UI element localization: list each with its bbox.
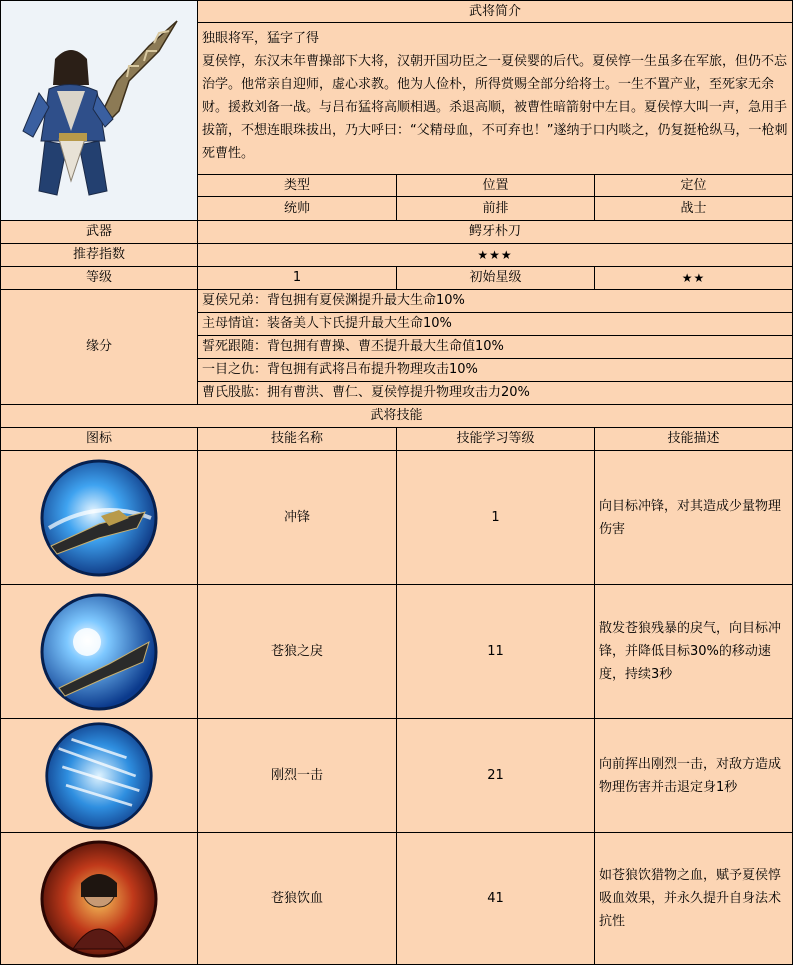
skill-desc-cell bbox=[594, 584, 793, 719]
wolf-blood-skill-icon bbox=[39, 839, 159, 959]
skill-header-name: 技能名称 bbox=[197, 427, 397, 451]
fierce-strike-skill-icon bbox=[44, 721, 154, 831]
fate-item: 曹氏股肱：拥有曹洪、曹仁、夏侯惇提升物理攻击力20% bbox=[197, 381, 793, 405]
skill-desc: 向前挥出刚烈一击，对敌方造成物理伤害并击退定身1秒 bbox=[599, 756, 782, 795]
skill-icon-cell bbox=[0, 718, 198, 833]
skill-level: 21 bbox=[396, 718, 595, 833]
wolf-fury-skill-icon bbox=[39, 592, 159, 712]
skill-desc-cell bbox=[594, 832, 793, 965]
fate-label: 缘分 bbox=[0, 289, 198, 405]
weapon-value: 鳄牙朴刀 bbox=[197, 220, 793, 244]
general-portrait-icon bbox=[9, 11, 189, 211]
fate-item: 誓死跟随：背包拥有曹操、曹丕提升最大生命值10% bbox=[197, 335, 793, 359]
level-label: 等级 bbox=[0, 266, 198, 290]
skill-icon-cell bbox=[0, 832, 198, 965]
role-value: 战士 bbox=[594, 196, 793, 221]
skill-level: 11 bbox=[396, 584, 595, 719]
skill-name: 冲锋 bbox=[197, 450, 397, 585]
fate-item: 一目之仇：背包拥有武将吕布提升物理攻击10% bbox=[197, 358, 793, 382]
skill-header-icon: 图标 bbox=[0, 427, 198, 451]
skill-desc: 如苍狼饮猎物之血，赋予夏侯惇吸血效果，并永久提升自身法术抗性 bbox=[599, 868, 782, 929]
skill-desc: 向目标冲锋，对其造成少量物理伤害 bbox=[599, 498, 782, 537]
hero-bio-block bbox=[197, 22, 793, 175]
intro-section-title: 武将简介 bbox=[197, 0, 793, 23]
skill-level: 41 bbox=[396, 832, 595, 965]
type-header: 类型 bbox=[197, 174, 397, 197]
position-value: 前排 bbox=[396, 196, 595, 221]
recommend-stars: ★★★ bbox=[197, 243, 793, 267]
initial-star-value: ★★ bbox=[594, 266, 793, 290]
level-value: 1 bbox=[197, 266, 397, 290]
hero-bio: 夏侯惇，东汉末年曹操部下大将，汉朝开国功臣之一夏侯婴的后代。夏侯惇一生虽多在军旅，但仍不忘治学。他常亲自迎师，虚心求教。他为人俭朴，所得赏赐全部分给将士。一生不置产业，至死家无余财。援救刘备一战。与吕布猛将高顺相遇。杀退高顺，被曹性暗箭射中左目。夏侯惇大叫一声，急用手拔箭，不想连眼珠拔出，乃大呼曰：“父精母血，不可弃也！”遂纳于口内啖之，仍复挺枪纵马，一枪刺死曹性。 bbox=[202, 54, 788, 161]
skill-name: 苍狼饮血 bbox=[197, 832, 397, 965]
type-value: 统帅 bbox=[197, 196, 397, 221]
position-header: 位置 bbox=[396, 174, 595, 197]
initial-star-label: 初始星级 bbox=[396, 266, 595, 290]
skill-desc-cell bbox=[594, 450, 793, 585]
skill-desc: 散发苍狼残暴的戾气，向目标冲锋，并降低目标30%的移动速度，持续3秒 bbox=[599, 621, 782, 682]
weapon-label: 武器 bbox=[0, 220, 198, 244]
skills-section-title: 武将技能 bbox=[0, 404, 793, 428]
role-header: 定位 bbox=[594, 174, 793, 197]
skill-header-desc: 技能描述 bbox=[594, 427, 793, 451]
recommend-label: 推荐指数 bbox=[0, 243, 198, 267]
skill-icon-cell bbox=[0, 584, 198, 719]
skill-header-level: 技能学习等级 bbox=[396, 427, 595, 451]
charge-skill-icon bbox=[39, 458, 159, 578]
skill-name: 刚烈一击 bbox=[197, 718, 397, 833]
skill-desc-cell bbox=[594, 718, 793, 833]
fate-item: 夏侯兄弟：背包拥有夏侯渊提升最大生命10% bbox=[197, 289, 793, 313]
fate-item: 主母情谊：装备美人卞氏提升最大生命10% bbox=[197, 312, 793, 336]
skill-icon-cell bbox=[0, 450, 198, 585]
skill-level: 1 bbox=[396, 450, 595, 585]
skill-name: 苍狼之戾 bbox=[197, 584, 397, 719]
general-portrait bbox=[0, 0, 198, 221]
hero-nickname: 独眼将军，猛字了得 bbox=[202, 31, 320, 46]
